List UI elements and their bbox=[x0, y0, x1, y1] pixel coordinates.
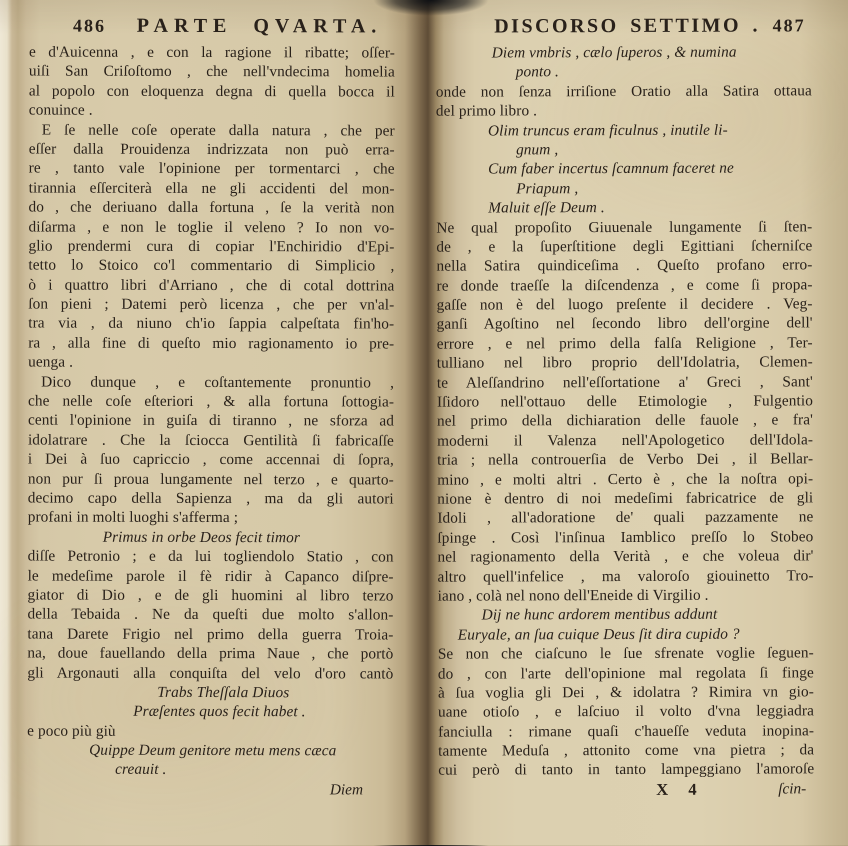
text-line: idolatrare . Che la ſciocca Gentilità ſi fabricaſſe bbox=[27, 431, 394, 450]
text-line: Dij ne hunc ardorem mentibus addunt bbox=[481, 606, 718, 624]
text-line: nione è dentro di noi medeſimi fabricatrice de gli bbox=[437, 489, 814, 508]
text-line: nel ragionamento della Verità , e che voleua dir' bbox=[437, 547, 814, 566]
text-line: ſon pieni ; Datemi però licenza , che per vn'al- bbox=[28, 295, 395, 314]
text-line: ò i quattro libri d'Arriano , che di cotal dottrina bbox=[28, 276, 395, 295]
text-line: do , con l'arte dell'opinione mal regolata ſi finge bbox=[437, 663, 814, 683]
text-line: Euryale, an ſua cuique Deus ſit dira cupido ? bbox=[457, 625, 740, 644]
text-line: del primo libro . bbox=[435, 102, 538, 120]
left-page-number: 486 bbox=[73, 15, 107, 36]
text-line: à ſua voglia gli Dei , & idolatra ? Rimira vn gio- bbox=[437, 683, 814, 702]
text-line: altro quell'infelice , ma valoroſo giouinetto Tro- bbox=[437, 566, 814, 586]
text-line: tana Darete Frigio nel primo della guerra Troia- bbox=[27, 625, 394, 644]
text-line: uenga . bbox=[28, 353, 74, 371]
left-catchword-row bbox=[27, 779, 393, 799]
text-line: Primus in orbe Deos fecit timor bbox=[102, 528, 301, 546]
text-line: Priapum , bbox=[516, 179, 579, 198]
right-text-column bbox=[436, 42, 815, 780]
text-line: Præſentes quos fecit habet . bbox=[133, 703, 306, 721]
text-line: creauit . bbox=[115, 761, 167, 779]
text-line: uane otioſo , e laſciuo il volto d'vna leggiadra bbox=[437, 702, 815, 721]
text-line: glio prendermi cura di copiar l'Enchiridio d'Epi- bbox=[28, 237, 395, 256]
text-line: eſſer dalla Prouidenza indrizzata non può erra- bbox=[28, 140, 395, 159]
right-page-number: 487 bbox=[772, 15, 806, 36]
text-line: Se non che ciaſcuno le ſue sfrenate voglie ſeguen- bbox=[437, 644, 814, 663]
text-line: fanciulla : rimane quaſi c'haueſſe veduta inopina- bbox=[438, 722, 815, 741]
text-line: tirannia eſſerciterà ella ne gli accidenti del mon- bbox=[28, 179, 395, 198]
text-line: nella Satira quindiceſima . Queſto profano erro- bbox=[436, 256, 813, 275]
text-line: iano , colà nel nono dell'Eneide di Virgilio . bbox=[437, 586, 709, 605]
left-page bbox=[27, 0, 395, 845]
left-running-title: PARTE QVARTA. bbox=[136, 14, 383, 38]
text-line: tulliano nel libro proprio dell'Idolatria, Clemen- bbox=[436, 353, 813, 372]
right-running-title: DISCORSO SETTIMO . bbox=[494, 14, 761, 38]
text-line: e poco più giù bbox=[27, 722, 116, 740]
text-line: E ſe nelle coſe operate dalla natura , che per bbox=[41, 121, 395, 140]
text-line: della Tebaida . Ne da queſti due molto s'allon- bbox=[27, 605, 394, 624]
text-line: uiſi San Criſoſtomo , che nell'vndecima homelia bbox=[28, 62, 395, 81]
text-line: tetto lo Stoico co'l commentario di Simplicio , bbox=[28, 256, 395, 275]
signature-mark: X 4 bbox=[656, 779, 697, 799]
text-line: na, doue fauellando della prima Naue , che portò bbox=[27, 644, 394, 663]
text-line: ganſi Agoſtino nel ſecondo libro dell'orgine dell' bbox=[436, 314, 813, 334]
text-line: moderni il Valenza nell'Apologetico dell'Idola- bbox=[437, 431, 814, 450]
text-line: le medeſime parole il fè ridir à Capanco diſpre- bbox=[27, 567, 394, 586]
text-line: ra , alla fine di queſto mio ragionamento io pre- bbox=[28, 334, 395, 353]
text-line: Maluit eſſe Deum . bbox=[488, 199, 605, 217]
text-line: cui però di tanto in tanto lampeggiano l'amoroſe bbox=[438, 760, 815, 780]
text-line: giator di Dio , e de gli huomini al libro terzo bbox=[27, 586, 394, 605]
text-line: diſarma , e non le toglie il veleno ? Io non vo- bbox=[28, 218, 395, 236]
text-line: onde non ſenza irriſione Oratio alla Satira ottaua bbox=[435, 82, 812, 101]
text-line: Idoli , all'adoratione de' quali pazzamente ne bbox=[437, 508, 814, 528]
text-line: diſſe Petronio ; e da lui togliendolo Statio , con bbox=[27, 547, 394, 566]
text-line: e d'Auicenna , e con la ragione il ribatte; oſſer- bbox=[28, 43, 395, 62]
text-line: i Dei à ſuo capriccio , come accennai di ſopra, bbox=[27, 450, 394, 469]
text-line: decimo capo della Sapienza , ma da gli autori bbox=[27, 489, 394, 508]
text-line: re , tanto vale l'opinione per tormentarci , che bbox=[28, 159, 395, 178]
text-line: centi l'opinione in guiſa di tiranno , ne sforza ad bbox=[27, 411, 395, 430]
text-line: gaſſe non è del luogo preſente il decidere . Veg- bbox=[436, 295, 813, 314]
left-text-column bbox=[27, 43, 395, 781]
text-line: Quippe Deum genitore metu mens cæca bbox=[89, 741, 337, 760]
text-line: ponto . bbox=[515, 63, 560, 81]
text-line: al popolo con eloquenza degna di quella bocca il bbox=[28, 82, 395, 101]
text-line: mino , e molti altri . Certo è , che la noſtra opi- bbox=[437, 469, 814, 489]
text-line: Dico dunque , e coſtantemente pronuntio , bbox=[41, 373, 395, 392]
text-line: che nelle coſe eſteriori , & alla fortuna ſottogia- bbox=[28, 392, 395, 411]
text-line: gnum , bbox=[516, 141, 559, 159]
text-line: profani in molti luoghi s'afferma ; bbox=[27, 508, 239, 527]
text-line: tria ; nella controuerſia de Verbo Dei , il Bellar- bbox=[437, 450, 814, 469]
text-line: Diem vmbris , cælo ſuperos , & numina bbox=[491, 43, 737, 62]
text-line: Ne qual propoſito Giuuenale lungamente ſi ſten- bbox=[436, 217, 813, 237]
text-line: tamente Meduſa , attonito come vna pietra ; da bbox=[438, 741, 815, 760]
signature-row bbox=[438, 779, 814, 800]
text-line: tra via , da niuno ch'io ſappia calpeſtata fin'ho- bbox=[28, 314, 395, 333]
text-line: te Aleſſandrino nell'eſſortatione a' Greci , Sant' bbox=[436, 372, 813, 392]
text-line: ſpinge . Così l'inſinua Iamblico preſſo lo Stobeo bbox=[437, 528, 814, 547]
text-line: nel primo della dichiaration delle fauole , e fra' bbox=[436, 411, 814, 431]
text-line: de , e la ſuperſtitione degli Egittiani ſcherniſce bbox=[436, 237, 813, 256]
text-line: Olim truncus eram ficulnus , inutile li- bbox=[487, 121, 728, 140]
text-line: re donde traeſſe la diſcendenza , e come ſi propa- bbox=[436, 276, 813, 295]
text-line: non pur ſi proua lungamente nel terzo , e quarto- bbox=[27, 470, 394, 489]
text-line: do , che deriuano dalla fortuna , ſe la verità non bbox=[28, 198, 395, 217]
text-line: Cum faber incertus ſcamnum faceret ne bbox=[488, 159, 734, 178]
text-line: gli Argonauti alla conquiſta del velo d'oro cantò bbox=[27, 664, 394, 682]
catchword: Diem bbox=[329, 781, 364, 799]
right-page-header bbox=[436, 14, 812, 40]
right-page bbox=[436, 0, 815, 846]
text-line: Iſidoro nell'ottauo delle Etimologie , Fulgentio bbox=[436, 392, 813, 411]
text-line: conuince . bbox=[28, 101, 93, 119]
left-page-header bbox=[29, 15, 395, 41]
text-line: errore , e nel primo della falſa Religione , Ter- bbox=[436, 334, 813, 353]
text-line: Trabs Theſſala Diuos bbox=[157, 683, 290, 702]
catchword: ſcin- bbox=[778, 780, 807, 798]
